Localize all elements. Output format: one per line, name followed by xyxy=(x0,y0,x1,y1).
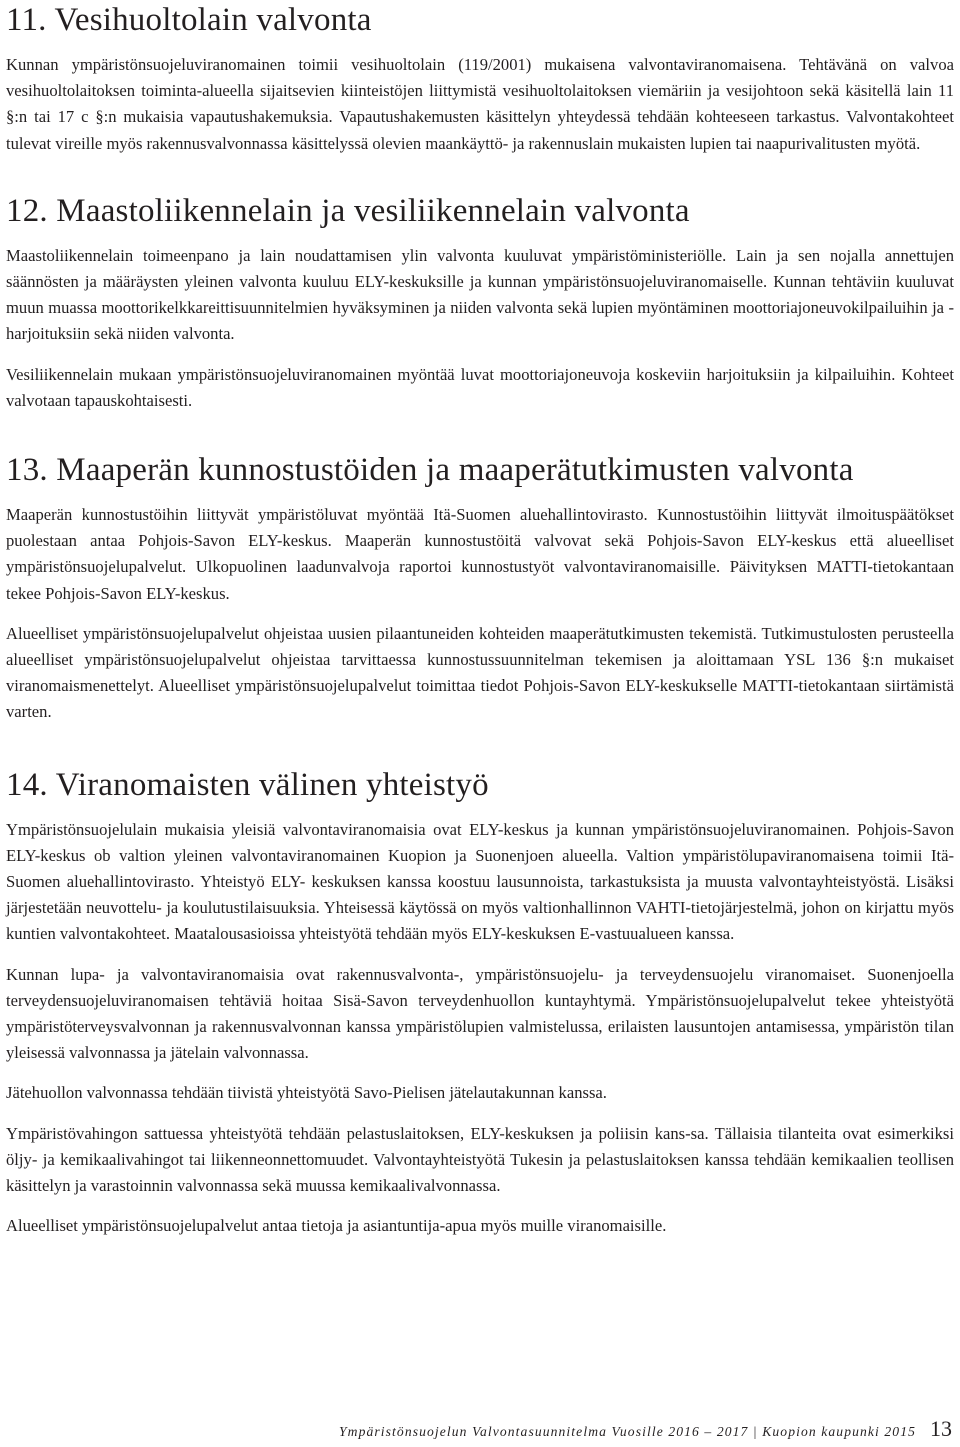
footer-publication-title: Ympäristönsuojelun Valvontasuunnitelma Vuosille 2016 – 2017 | Kuopion kaupunki 2015 xyxy=(339,1424,916,1439)
section-14 xyxy=(6,765,954,1240)
document-page xyxy=(6,0,954,1240)
section-heading: 12. Maastoliikennelain ja vesiliikennelain valvonta xyxy=(6,192,690,229)
paragraph: Kunnan lupa- ja valvontaviranomaisia ovat rakennusvalvonta-, ympäristönsuojelu- ja terveydensuojelu viranomaiset. Suonenjoella terveydensuojeluviranomaisen tehtäviä hoitaa Sisä-Savon terveydenhuollon kuntayhtymä. Ympäristönsuojelupalvelut tekee yhteistyötä ympäristöterveysvalvonnan ja rakennusvalvonnan kanssa ympäristölupien valmistelussa, erilaisten lausuntojen antamisessa, ympäristön tilan yleisessä valvonnassa ja jätelain valvonnassa. xyxy=(6,964,954,1063)
section-11 xyxy=(6,0,954,157)
paragraph: Vesiliikennelain mukaan ympäristönsuojeluviranomainen myöntää luvat moottoriajoneuvoja koskeviin harjoituksiin ja kilpailuihin. Kohteet valvotaan tapauskohtaisesti. xyxy=(6,364,954,410)
section-12 xyxy=(6,191,954,414)
paragraph: Maastoliikennelain toimeenpano ja lain noudattamisen ylin valvonta kuuluvat ympäristöministeriölle. Lain ja sen nojalla annettujen säännösten ja määräysten yleinen valvonta kuuluu ELY-keskuksille ja kunnan ympäristönsuojeluviranomaiselle. Kunnan tehtäviin kuuluvat muun muassa moottorikelkkareittisuunnitelmien hyväksyminen ja niiden valvonta sekä lupien myöntäminen moottoriajoneuvokilpailuihin ja -harjoituksiin sekä niiden valvonta. xyxy=(6,245,954,344)
paragraph: Ympäristönsuojelulain mukaisia yleisiä valvontaviranomaisia ovat ELY-keskus ja kunnan ympäristönsuojeluviranomainen. Pohjois-Savon ELY-keskus ob valtion yleinen valvontaviranomainen Kuopion ja Suonenjoen alueella. Valtion ympäristölupaviranomaisena toimii Itä-Suomen aluehallintovirasto. Yhteistyö ELY- keskuksen kanssa koostuu lausunnoista, tarkastuksista ja muusta valvontayhteistyöstä. Lisäksi järjestetään neuvottelu- ja koulutustilaisuuksia. Yhteisessä käytössä on myös valtionhallinnon VAHTI-tietojärjestelmä, johon on kirjattu myös kuntien valvontakohteet. Maatalousasioissa yhteistyötä tehdään myös ELY-keskuksen E-vastuualueen kanssa. xyxy=(6,819,954,944)
page-number: 13 xyxy=(930,1416,952,1441)
paragraph: Jätehuollon valvonnassa tehdään tiivistä yhteistyötä Savo-Pielisen jätelautakunnan kanssa. xyxy=(6,1083,607,1103)
page-footer xyxy=(339,1416,952,1442)
section-13 xyxy=(6,450,954,726)
section-heading: 13. Maaperän kunnostustöiden ja maaperätutkimusten valvonta xyxy=(6,452,854,489)
paragraph: Alueelliset ympäristönsuojelupalvelut antaa tietoja ja asiantuntija-apua myös muille viranomaisille. xyxy=(6,1216,667,1236)
section-heading: 14. Viranomaisten välinen yhteistyö xyxy=(6,766,489,803)
paragraph: Ympäristövahingon sattuessa yhteistyötä tehdään pelastuslaitoksen, ELY-keskuksen ja poliisin kans-sa. Tällaisia tilanteita ovat esimerkiksi öljy- ja kemikaalivahingot tai liikenneonnettomuudet. Valvontayhteistyötä Tukesin ja pelastuslaitoksen kanssa tehdään kemikaalien teollisen käsittelyn ja varastoinnin valvonnassa sekä muussa kemikaalivalvonnassa. xyxy=(6,1123,954,1196)
paragraph: Maaperän kunnostustöihin liittyvät ympäristöluvat myöntää Itä-Suomen aluehallintovirasto. Kunnostustöihin liittyvät ilmoituspäätökset puolestaan antaa Pohjois-Savon ELY-keskus. Maaperän kunnostustöitä valvovat sekä Pohjois-Savon ELY-keskus että alueelliset ympäristönsuojelupalvelut. Ulkopuolinen laadunvalvoja raportoi kunnostustyöt valvontaviranomaisille. Päivityksen MATTI-tietokantaan tekee Pohjois-Savon ELY-keskus. xyxy=(6,505,954,603)
paragraph: Kunnan ympäristönsuojeluviranomainen toimii vesihuoltolain (119/2001) mukaisena valvontaviranomaisena. Tehtävänä on valvoa vesihuoltolaitoksen toiminta-alueella sijaitsevien kiinteistöjen liittymistä vesihuoltolaitoksen viemäriin ja vesijohtoon sekä käsitellä lain 11 §:n tai 17 c §:n mukaisia vapautushakemuksia. Vapautushakemusten käsittelyn yhteydessä tehdään kohteeseen tarkastus. Valvontakohteet tulevat vireille myös rakennusvalvonnassa käsittelyssä olevien maankäyttö- ja rakennuslain mukaisten lupien tai naapurivalitusten myötä. xyxy=(6,55,954,153)
paragraph: Alueelliset ympäristönsuojelupalvelut ohjeistaa uusien pilaantuneiden kohteiden maaperätutkimusten tekemistä. Tutkimustulosten perusteella alueelliset ympäristönsuojelupalvelut ohjeistaa tarvittaessa kunnostussuunnitelman tekemisen ja aloittamaan YSL 136 §:n mukaiset viranomaismenettelyt. Alueelliset ympäristönsuojelupalvelut toimittaa tiedot Pohjois-Savon ELY-keskukselle MATTI-tietokantaan siirtämistä varten. xyxy=(6,623,954,722)
section-heading: 11. Vesihuoltolain valvonta xyxy=(6,2,372,38)
